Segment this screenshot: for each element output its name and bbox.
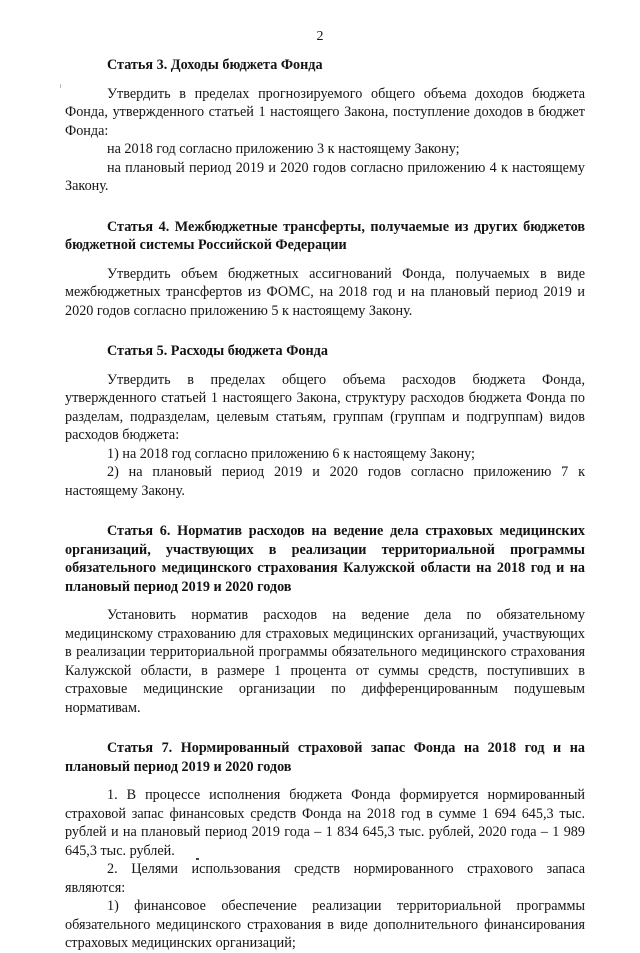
article-7-paragraph-3: 1) финансовое обеспечение реализации территориальной программы обязательного медицинского страхования в виде дополнительного финансирования страховых медицинских организаций; xyxy=(65,898,585,951)
article-3 xyxy=(65,56,585,196)
article-6-title: Статья 6. Норматив расходов на ведение дела страховых медицинских организаций, участвующих в реализации территориальной программы обязательного медицинского страхования Калужской области на 2018 год и на плановый период 2019 и 2020 годов xyxy=(65,523,585,595)
article-7-title: Статья 7. Нормированный страховой запас Фонда на 2018 год и на плановый период 2019 и 2020 годов xyxy=(65,740,585,775)
article-5-title: Статья 5. Расходы бюджета Фонда xyxy=(107,343,328,359)
article-7-paragraph-2: 2. Целями использования средств нормированного страхового запаса являются: xyxy=(65,861,585,896)
article-3-paragraph-2: на 2018 год согласно приложению 3 к настоящему Закону; xyxy=(107,141,460,157)
article-5-paragraph-3: 2) на плановый период 2019 и 2020 годов согласно приложению 7 к настоящему Закону. xyxy=(65,464,585,499)
article-3-paragraph-1: Утвердить в пределах прогнозируемого общего объема доходов бюджета Фонда, утвержденного статьей 1 настоящего Закона, поступление доходов в бюджет Фонда: xyxy=(65,85,585,139)
article-5-paragraph-1: Утвердить в пределах общего объема расходов бюджета Фонда, утвержденного статьей 1 настоящего Закона, структуру расходов бюджета Фонда по разделам, подразделам, целевым статьям, группам (группам и подгруппам) видов расходов бюджета: xyxy=(65,371,585,443)
article-7 xyxy=(65,739,585,953)
article-7-paragraph-1: 1. В процессе исполнения бюджета Фонда формируется нормированный страховой запас финансовых средств Фонда на 2018 год в сумме 1 694 645,3 тыс. рублей и на плановый период 2019 года – 1 834 645,3 тыс. рублей, 2020 года – 1 989 645,3 тыс. рублей. xyxy=(65,787,585,859)
document-body xyxy=(65,56,585,953)
article-6-paragraph-1: Установить норматив расходов на ведение дела по обязательному медицинскому страхованию для страховых медицинских организаций, участвующих в реализации территориальной программы обязательного медицинского страхования Калужской области, в размере 1 процента от суммы средств, поступивших в страховые медицинские организации по дифференцированным подушевым нормативам. xyxy=(65,607,585,716)
page-number: 2 xyxy=(316,29,324,44)
article-5-paragraph-2: 1) на 2018 год согласно приложению 6 к настоящему Закону; xyxy=(107,445,475,462)
article-6 xyxy=(65,522,585,717)
article-3-title: Статья 3. Доходы бюджета Фонда xyxy=(107,57,323,73)
article-4-paragraph-1: Утвердить объем бюджетных ассигнований Фонда, получаемых в виде межбюджетных трансфертов из ФОМС, на 2018 год и на плановый период 2019 и 2020 годов согласно приложению 5 к настоящему Закону. xyxy=(65,265,585,319)
article-3-paragraph-3: на плановый период 2019 и 2020 годов согласно приложению 4 к настоящему Закону. xyxy=(65,159,585,194)
scan-speck-mark xyxy=(196,858,199,860)
article-4-title: Статья 4. Межбюджетные трансферты, получаемые из других бюджетов бюджетной системы Российской Федерации xyxy=(65,218,585,253)
article-5 xyxy=(65,342,585,500)
article-4 xyxy=(65,218,585,321)
scan-margin-mark xyxy=(60,84,61,88)
